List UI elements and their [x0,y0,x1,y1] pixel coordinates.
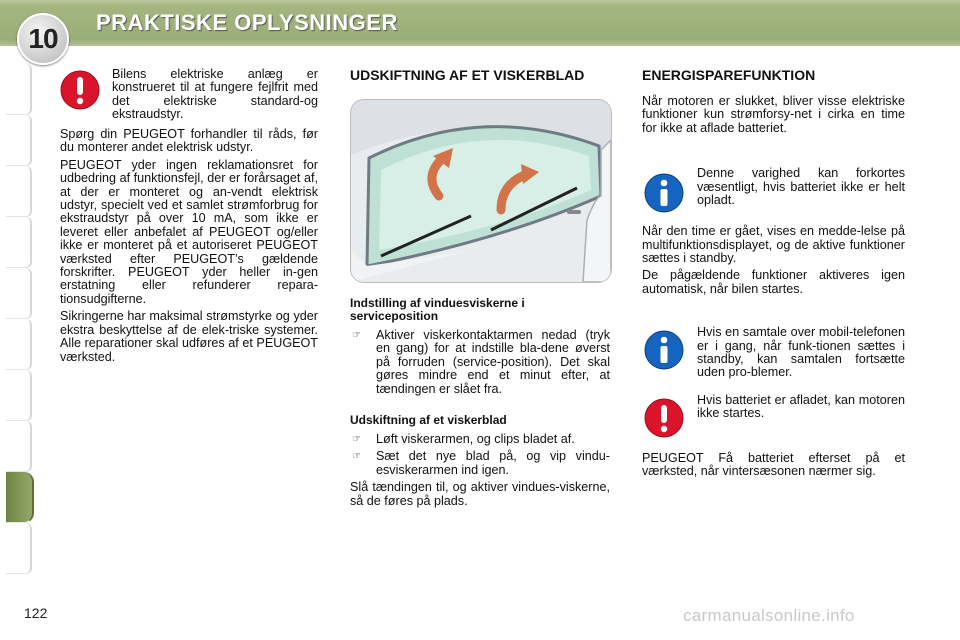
pointing-hand-icon: ☞ [352,434,361,446]
chapter-tab-11[interactable] [6,523,32,574]
column-energy-saving [642,68,905,483]
chapter-tab-5[interactable] [6,268,32,319]
page-number: 122 [24,605,48,621]
paragraph: PEUGEOT yder ingen reklamationsret for udbedring af funktionsfejl, der er forårsaget af, at der er monteret og an-vendt elektrisk udstyr, specielt ved et samlet strømforbrug for ekstraudstyr på over 10 mA, som ikke er leveret eller anbefalet af PEUGEOT og/eller ikke er monteret på et autoriseret PEUGEOT værksted efter PEUGEOT’s gældende forskrifter. PEUGEOT yder heller in-gen erstatning eller refunderer repara-tionsudgifterne. [60,157,318,306]
chapter-tab-3[interactable] [6,166,32,217]
column-electrical [60,68,318,368]
chapter-tab-7[interactable] [6,370,32,421]
section-title-energy: ENERGISPAREFUNKTION [642,67,816,83]
chapter-tab-8[interactable] [6,421,32,472]
info-note-text: Hvis en samtale over mobil-telefonen er i gang, når funk-tionen sættes i standby, kan samtalen fortsætte uden pro-blemer. [697,325,905,380]
chapter-tab-6[interactable] [6,319,32,370]
info-note-text: Denne varighed kan forkortes væsentligt, hvis batteriet ikke er helt opladt. [697,166,905,208]
chapter-tab-1[interactable] [6,64,32,115]
warning-note [642,394,905,444]
bullet-item: ☞ Aktiver viskerkontaktarmen nedad (tryk en gang) for at indstille bla-dene øverst på forruden (service-position). Det skal gøres mindre end et minut efter, at tændingen er slået fra. [352,328,610,396]
paragraph: De pågældende funktioner aktiveres igen automatisk, når bilen startes. [642,268,905,296]
paragraph: Slå tændingen til, og aktiver vindues-viskerne, så de føres på plads. [350,480,610,508]
chapter-tabs [0,64,34,576]
chapter-tab-4[interactable] [6,217,32,268]
watermark: carmanualsonline.info [683,606,855,625]
warning-exclamation-icon [644,398,684,438]
info-note [642,326,905,380]
chapter-tab-2[interactable] [6,115,32,166]
info-note [642,167,905,217]
pointing-hand-icon: ☞ [352,451,361,463]
bullet-item: ☞ Løft viskerarmen, og clips bladet af. [352,432,575,447]
paragraph: Når den time er gået, vises en medde-lelse på multifunktionsdisplayet, og de aktive funktioner sættes i standby. [642,224,905,266]
paragraph: PEUGEOT Få batteriet efterset på et værksted, når vintersæsonen nærmer sig. [642,450,905,479]
warning-exclamation-icon [60,70,100,110]
pointing-hand-icon: ☞ [352,330,361,341]
chapter-tab-10-active[interactable] [6,472,34,523]
warning-note-text: Hvis batteriet er afladet, kan motoren ikke startes. [697,392,905,421]
paragraph: Når motoren er slukket, bliver visse elektriske funktioner kun strømforsy-net i cirka en time for ikke at aflade batteriet. [642,94,905,135]
info-icon [644,330,684,370]
warning-text: Bilens elektriske anlæg er konstrueret til at fungere fejlfrit med det elektriske standard-og ekstraudstyr. [112,67,318,122]
section-title-wiper: UDSKIFTNING AF ET VISKERBLAD [350,67,585,83]
subheading-replace-blade: Udskiftning af et viskerblad [350,413,507,428]
column-wiper-blade [350,68,610,512]
subheading-service-position: Indstilling af vinduesviskerne i serviceposition [350,296,525,323]
chapter-number: 10 [28,23,58,54]
chapter-number-badge [17,13,69,65]
windscreen-wiper-illustration [350,99,612,283]
paragraph: Sikringerne har maksimal strømstyrke og yder ekstra beskyttelse af de elek-triske systemer. Alle reparationer skal udføres af et PEUGEOT værksted. [60,309,318,364]
bullet-item: ☞ Sæt det nye blad på, og vip vindu-esviskerarmen ind igen. [352,449,610,477]
paragraph: Spørg din PEUGEOT forhandler til råds, før du monterer andet elektrisk udstyr. [60,127,318,155]
page-title: PRAKTISKE OPLYSNINGER [96,10,398,35]
info-icon [644,173,684,213]
